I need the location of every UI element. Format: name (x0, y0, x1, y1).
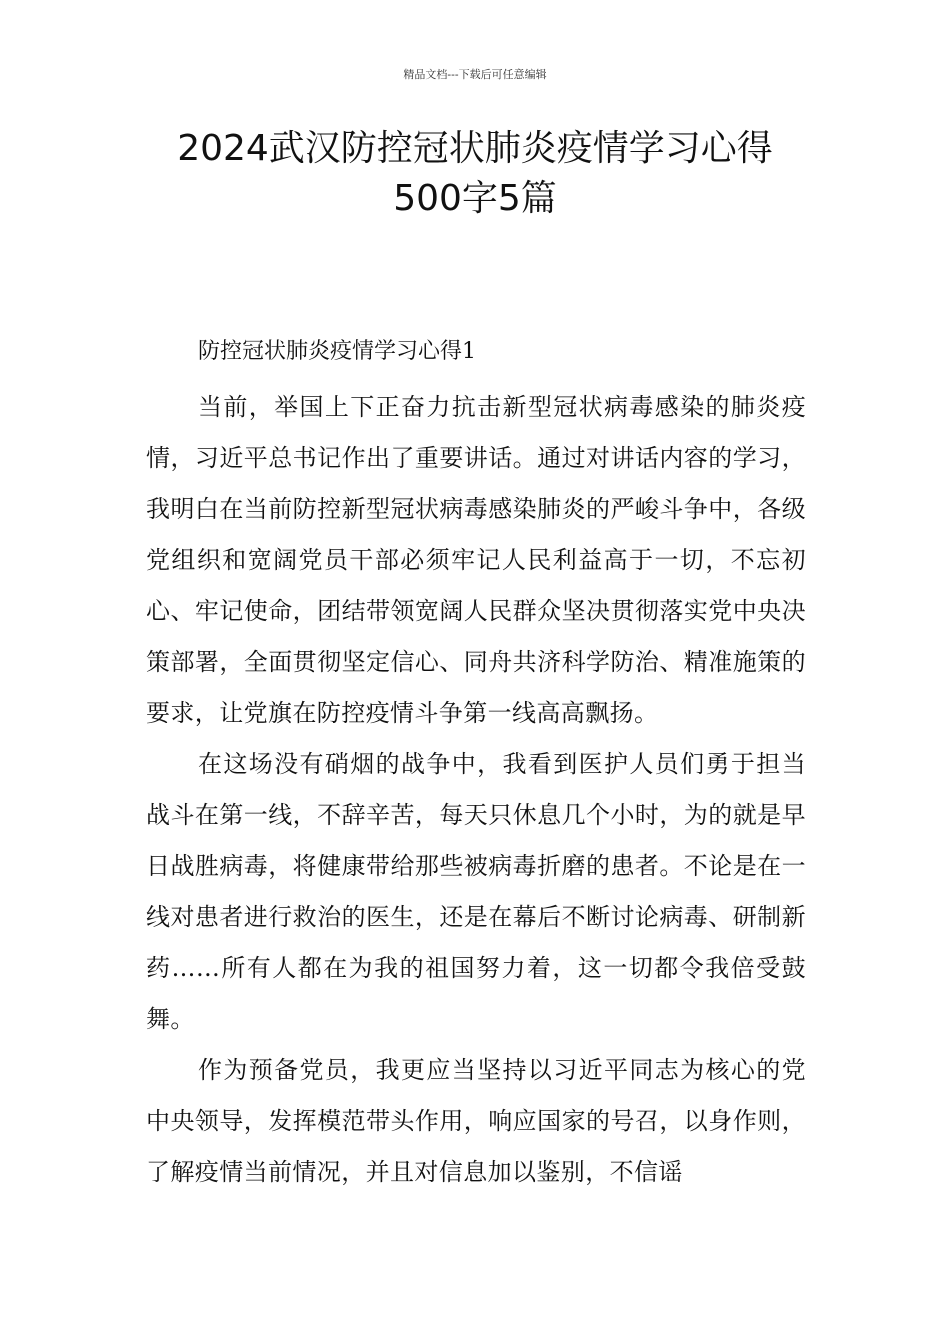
document-body (146, 330, 806, 1198)
document-title (100, 124, 850, 224)
section-heading: 防控冠状肺炎疫情学习心得1 (198, 339, 476, 364)
paragraph-2: 在这场没有硝烟的战争中，我看到医护人员们勇于担当战斗在第一线，不辞辛苦，每天只休息几个小时，为的就是早日战胜病毒，将健康带给那些被病毒折磨的患者。不论是在一线对患者进行救治的医生，还是在幕后不断讨论病毒、研制新药……所有人都在为我的祖国努力着，这一切都令我倍受鼓舞。 (146, 750, 806, 1033)
paragraph-3: 作为预备党员，我更应当坚持以习近平同志为核心的党中央领导，发挥模范带头作用，响应国家的号召，以身作则，了解疫情当前情况，并且对信息加以鉴别，不信谣 (146, 1056, 806, 1186)
title-line-1: 2024武汉防控冠状肺炎疫情学习心得 (177, 128, 773, 169)
paragraph-1: 当前，举国上下正奋力抗击新型冠状病毒感染的肺炎疫情，习近平总书记作出了重要讲话。通过对讲话内容的学习，我明白在当前防控新型冠状病毒感染肺炎的严峻斗争中，各级党组织和宽阔党员干部必须牢记人民利益高于一切，不忘初心、牢记使命，团结带领宽阔人民群众坚决贯彻落实党中央决策部署，全面贯彻坚定信心、同舟共济科学防治、精准施策的要求，让党旗在防控疫情斗争第一线高高飘扬。 (146, 393, 806, 727)
header-note: 精品文档---下载后可任意编辑 (403, 68, 547, 81)
title-line-2: 500字5篇 (393, 178, 557, 219)
